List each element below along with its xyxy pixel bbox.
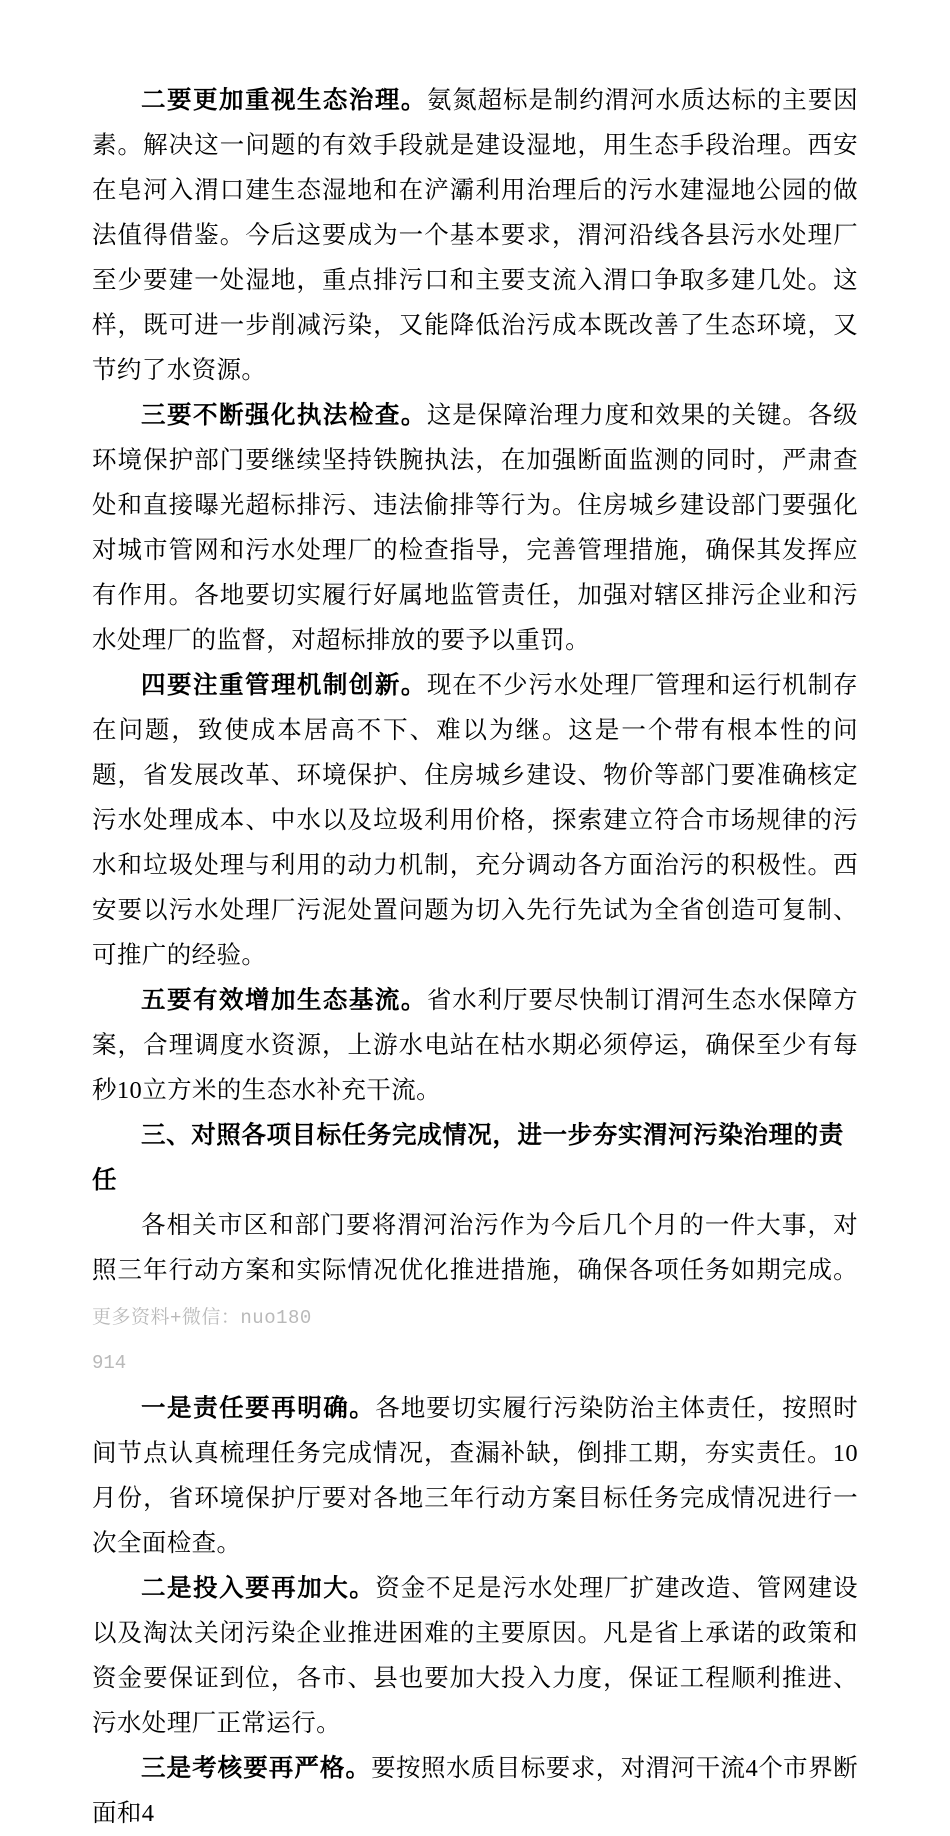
paragraph-management-innovation bbox=[92, 663, 858, 978]
paragraph-lead: 一是责任要再明确。 bbox=[141, 1395, 376, 1422]
paragraph-body: 资金不足是污水处理厂扩建改造、管网建设以及淘汰关闭污染企业推进困难的主要原因。凡是省上承诺的政策和资金要保证到位，各市、县也要加大投入力度，保证工程顺利推进、污水处理厂正常运行。 bbox=[92, 1575, 858, 1737]
paragraph-body: 各相关市区和部门要将渭河治污作为今后几个月的一件大事，对照三年行动方案和实际情况优化推进措施，确保各项任务如期完成。 bbox=[92, 1212, 858, 1284]
paragraph-body: 氨氮超标是制约渭河水质达标的主要因素。解决这一问题的有效手段就是建设湿地，用生态手段治理。西安在皂河入渭口建生态湿地和在浐灞利用治理后的污水建湿地公园的做法值得借鉴。今后这要成为一个基本要求，渭河沿线各县污水处理厂至少要建一处湿地，重点排污口和主要支流入渭口争取多建几处。这样，既可进一步削减污染，又能降低治污成本既改善了生态环境，又节约了水资源。 bbox=[92, 87, 858, 384]
paragraph-law-enforcement bbox=[92, 393, 858, 663]
paragraph-lead: 四要注重管理机制创新。 bbox=[141, 672, 427, 699]
paragraph-lead: 二要更加重视生态治理。 bbox=[141, 87, 427, 114]
paragraph-intro-responsibility bbox=[92, 1203, 858, 1341]
paragraph-stricter-assessment bbox=[92, 1746, 858, 1836]
paragraph-lead: 五要有效增加生态基流。 bbox=[141, 987, 427, 1014]
paragraph-lead: 三要不断强化执法检查。 bbox=[141, 402, 427, 429]
paragraph-lead: 三是考核要再严格。 bbox=[141, 1755, 372, 1782]
paragraph-ecological-flow bbox=[92, 978, 858, 1113]
paragraph-body: 要按照水质目标要求，对渭河干流4个市界断面和4 bbox=[92, 1755, 858, 1827]
watermark-text: 更多资料+微信：nuo180 bbox=[92, 1307, 312, 1329]
paragraph-increase-investment bbox=[92, 1566, 858, 1746]
section-heading: 三、对照各项目标任务完成情况，进一步夯实渭河污染治理的责任 bbox=[92, 1122, 844, 1194]
paragraph-ecology-governance bbox=[92, 78, 858, 393]
watermark-overflow: 914 bbox=[92, 1352, 127, 1374]
paragraph-lead: 二是投入要再加大。 bbox=[141, 1575, 376, 1602]
paragraph-body: 各地要切实履行污染防治主体责任，按照时间节点认真梳理任务完成情况，查漏补缺，倒排工期，夯实责任。10月份，省环境保护厅要对各地三年行动方案目标任务完成情况进行一次全面检查。 bbox=[92, 1395, 858, 1557]
paragraph-body: 这是保障治理力度和效果的关键。各级环境保护部门要继续坚持铁腕执法，在加强断面监测的同时，严肃查处和直接曝光超标排污、违法偷排等行为。住房城乡建设部门要强化对城市管网和污水处理厂的检查指导，完善管理措施，确保其发挥应有作用。各地要切实履行好属地监管责任，加强对辖区排污企业和污水处理厂的监督，对超标排放的要予以重罚。 bbox=[92, 402, 858, 654]
paragraph-body: 省水利厅要尽快制订渭河生态水保障方案，合理调度水资源，上游水电站在枯水期必须停运，确保至少有每秒10立方米的生态水补充干流。 bbox=[92, 987, 858, 1104]
paragraph-body: 现在不少污水处理厂管理和运行机制存在问题，致使成本居高不下、难以为继。这是一个带有根本性的问题，省发展改革、环境保护、住房城乡建设、物价等部门要准确核定污水处理成本、中水以及垃圾利用价格，探索建立符合市场规律的污水和垃圾处理与利用的动力机制，充分调动各方面治污的积极性。西安要以污水处理厂污泥处置问题为切入先行先试为全省创造可复制、可推广的经验。 bbox=[92, 672, 858, 969]
paragraph-clear-responsibility bbox=[92, 1386, 858, 1566]
